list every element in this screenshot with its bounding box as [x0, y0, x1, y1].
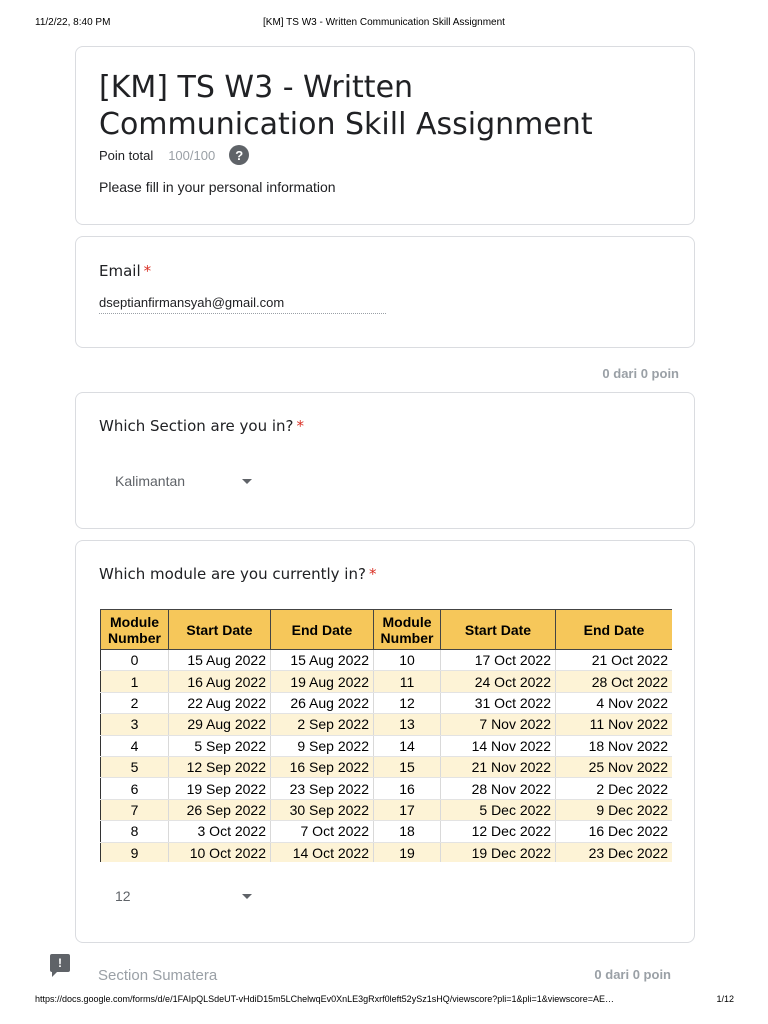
table-cell: 15: [374, 756, 441, 777]
table-cell: 15 Aug 2022: [271, 650, 374, 671]
points-label: Poin total: [99, 147, 154, 163]
table-row: [101, 842, 673, 862]
table-cell: 15 Aug 2022: [169, 650, 271, 671]
column-header: End Date: [271, 610, 374, 650]
table-cell: 25 Nov 2022: [556, 756, 673, 777]
table-cell: 26 Aug 2022: [271, 692, 374, 713]
table-cell: 1: [101, 671, 169, 692]
table-cell: 3: [101, 714, 169, 735]
section-question-label: [99, 417, 304, 435]
table-header-row: [101, 610, 673, 650]
email-label: [99, 262, 151, 280]
table-cell: 8: [101, 821, 169, 842]
table-row: [101, 735, 673, 756]
table-cell: 16 Aug 2022: [169, 671, 271, 692]
table-cell: 19 Aug 2022: [271, 671, 374, 692]
table-cell: 9 Dec 2022: [556, 799, 673, 820]
table-cell: 10: [374, 650, 441, 671]
table-cell: 16 Dec 2022: [556, 821, 673, 842]
table-row: [101, 671, 673, 692]
table-cell: 16: [374, 778, 441, 799]
print-doc-title: [KM] TS W3 - Written Communication Skill Assignment: [263, 17, 505, 28]
table-cell: 0: [101, 650, 169, 671]
feedback-icon[interactable]: !: [50, 954, 70, 972]
table-cell: 23 Sep 2022: [271, 778, 374, 799]
table-cell: 19: [374, 842, 441, 862]
table-cell: 17: [374, 799, 441, 820]
table-cell: 2 Sep 2022: [271, 714, 374, 735]
table-cell: 13: [374, 714, 441, 735]
table-row: [101, 714, 673, 735]
table-cell: 30 Sep 2022: [271, 799, 374, 820]
table-cell: 16 Sep 2022: [271, 756, 374, 777]
print-url: https://docs.google.com/forms/d/e/1FAIpQLSdeUT-vHdiD15m5LChelwqEv0XnLE3gRxrf0left52ySz1sHQ/viewscore?pli=1&pli=1&viewscore=AE…: [35, 994, 615, 1004]
module-dropdown[interactable]: 12: [115, 888, 131, 904]
table-cell: 19 Dec 2022: [441, 842, 556, 862]
table-row: [101, 692, 673, 713]
points-value: 100/100: [168, 147, 216, 163]
section-question-card: [75, 392, 695, 529]
table-cell: 28 Nov 2022: [441, 778, 556, 799]
module-question-label: [99, 565, 376, 583]
next-section-title: Section Sumatera: [98, 967, 218, 984]
email-field[interactable]: dseptianfirmansyah@gmail.com: [99, 295, 386, 314]
table-cell: 14 Oct 2022: [271, 842, 374, 862]
table-cell: 14 Nov 2022: [441, 735, 556, 756]
score-label: 0 dari 0 poin: [594, 967, 671, 982]
column-header: Start Date: [169, 610, 271, 650]
points-total: [99, 145, 249, 165]
module-question-text: Which module are you currently in?: [99, 565, 366, 583]
table-cell: 19 Sep 2022: [169, 778, 271, 799]
required-marker: *: [143, 262, 152, 280]
print-page-number: 1/12: [716, 994, 734, 1004]
table-cell: 14: [374, 735, 441, 756]
table-cell: 5 Sep 2022: [169, 735, 271, 756]
table-cell: 7: [101, 799, 169, 820]
module-question-card: [75, 540, 695, 943]
table-row: [101, 799, 673, 820]
module-schedule-image: [100, 609, 672, 862]
table-cell: 7 Oct 2022: [271, 821, 374, 842]
table-cell: 11: [374, 671, 441, 692]
form-description: Please fill in your personal information: [99, 179, 336, 195]
section-question-text: Which Section are you in?: [99, 417, 294, 435]
table-cell: 28 Oct 2022: [556, 671, 673, 692]
email-label-text: Email: [99, 262, 141, 280]
table-cell: 4: [101, 735, 169, 756]
table-cell: 11 Nov 2022: [556, 714, 673, 735]
table-cell: 9 Sep 2022: [271, 735, 374, 756]
table-cell: 18: [374, 821, 441, 842]
table-cell: 21 Oct 2022: [556, 650, 673, 671]
table-cell: 21 Nov 2022: [441, 756, 556, 777]
table-cell: 26 Sep 2022: [169, 799, 271, 820]
table-cell: 12 Sep 2022: [169, 756, 271, 777]
module-schedule-table: [100, 609, 672, 862]
email-question-card: [75, 236, 695, 348]
chevron-down-icon[interactable]: [242, 894, 252, 899]
table-cell: 18 Nov 2022: [556, 735, 673, 756]
column-header: Start Date: [441, 610, 556, 650]
table-cell: 24 Oct 2022: [441, 671, 556, 692]
print-header: [0, 17, 768, 31]
table-row: [101, 821, 673, 842]
print-date: 11/2/22, 8:40 PM: [35, 17, 111, 28]
table-row: [101, 756, 673, 777]
form-header-card: [75, 46, 695, 225]
form-title: [KM] TS W3 - Written Communication Skill Assignment: [99, 70, 593, 142]
table-cell: 5 Dec 2022: [441, 799, 556, 820]
section-dropdown[interactable]: Kalimantan: [115, 473, 186, 489]
table-cell: 23 Dec 2022: [556, 842, 673, 862]
table-cell: 5: [101, 756, 169, 777]
chevron-down-icon[interactable]: [242, 479, 252, 484]
table-cell: 6: [101, 778, 169, 799]
required-marker: *: [368, 565, 377, 583]
table-cell: 12: [374, 692, 441, 713]
table-cell: 2: [101, 692, 169, 713]
table-cell: 7 Nov 2022: [441, 714, 556, 735]
column-header: End Date: [556, 610, 673, 650]
print-footer: [0, 994, 768, 1008]
table-cell: 12 Dec 2022: [441, 821, 556, 842]
column-header: Module Number: [101, 610, 169, 650]
help-icon[interactable]: ?: [229, 145, 249, 165]
required-marker: *: [296, 417, 305, 435]
table-row: [101, 650, 673, 671]
table-cell: 17 Oct 2022: [441, 650, 556, 671]
table-cell: 9: [101, 842, 169, 862]
column-header: Module Number: [374, 610, 441, 650]
table-cell: 31 Oct 2022: [441, 692, 556, 713]
table-row: [101, 778, 673, 799]
table-cell: 2 Dec 2022: [556, 778, 673, 799]
table-cell: 29 Aug 2022: [169, 714, 271, 735]
score-label: 0 dari 0 poin: [602, 366, 679, 381]
table-cell: 10 Oct 2022: [169, 842, 271, 862]
table-cell: 4 Nov 2022: [556, 692, 673, 713]
table-cell: 22 Aug 2022: [169, 692, 271, 713]
table-cell: 3 Oct 2022: [169, 821, 271, 842]
